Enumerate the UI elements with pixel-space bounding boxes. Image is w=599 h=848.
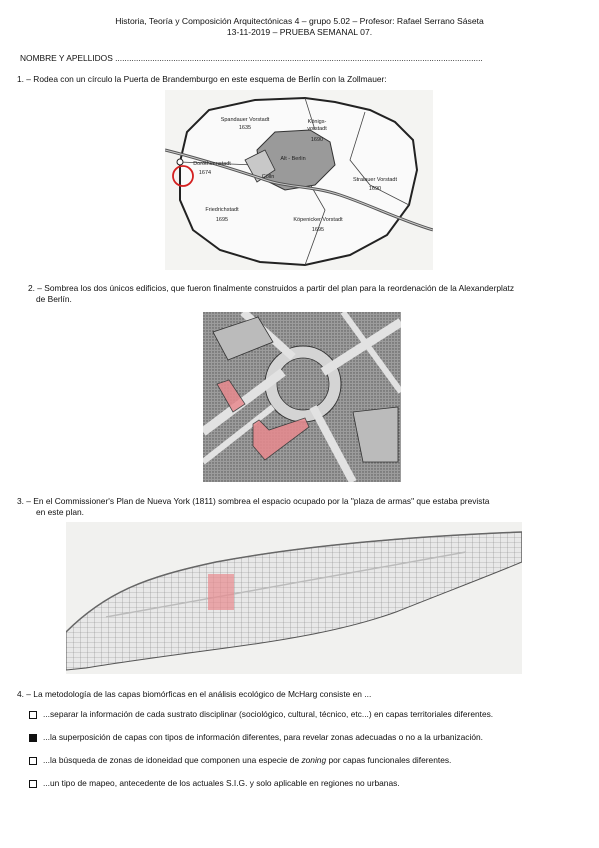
- svg-text:Alt - Berlin: Alt - Berlin: [280, 156, 306, 162]
- svg-text:1695: 1695: [215, 217, 229, 223]
- option-1-text: ...separar la información de cada sustrato disciplinar (sociológico, cultural, técnico, etc...) en capas territoriales diferentes.: [43, 709, 494, 719]
- header-date-line: 13-11-2019 – PRUEBA SEMANAL 07.: [226, 27, 373, 37]
- question-2-text-line2: de Berlín.: [36, 294, 72, 304]
- svg-text:Königs-: Königs-: [307, 119, 327, 125]
- commissioners-plan-map[interactable]: [66, 522, 522, 674]
- shaded-parade-ground: [208, 574, 234, 610]
- svg-text:1674: 1674: [198, 170, 212, 176]
- svg-text:Friedrichstadt: Friedrichstadt: [205, 207, 239, 213]
- svg-text:1690: 1690: [310, 137, 324, 143]
- svg-text:Dorotheenstadt: Dorotheenstadt: [193, 161, 231, 167]
- header-course-line: Historia, Teoría y Composición Arquitectónicas 4 – grupo 5.02 – Profesor: Rafael Serrano Sáseta: [115, 16, 484, 26]
- question-3-text-line1: 3. – En el Commissioner's Plan de Nueva York (1811) sombrea el espacio ocupado por la "plaza de armas" que estaba prevista: [17, 496, 490, 506]
- option-3-text: [43, 755, 451, 766]
- option-3-checkbox[interactable]: [29, 757, 37, 765]
- option-4-checkbox[interactable]: [29, 780, 37, 788]
- option-3-text-after: por capas funcionales diferentes.: [326, 755, 452, 765]
- question-1-text: 1. – Rodea con un círculo la Puerta de Brandemburgo en este esquema de Berlín con la Zollmauer:: [17, 74, 387, 84]
- option-4-text: ...un tipo de mapeo, antecedente de los actuales S.I.G. y solo aplicable en regiones no urbanas.: [43, 778, 400, 788]
- svg-text:1635: 1635: [238, 125, 252, 131]
- option-2-text: ...la superposición de capas con tipos de información diferentes, para revelar zonas adecuadas o no a la urbanización.: [43, 732, 483, 742]
- svg-text:vorstadt: vorstadt: [307, 126, 327, 132]
- svg-text:Stralauer Vorstadt: Stralauer Vorstadt: [352, 177, 398, 183]
- svg-text:Cölln: Cölln: [261, 174, 275, 180]
- berlin-zollmauer-map[interactable]: [165, 90, 433, 270]
- alexanderplatz-plan[interactable]: [203, 312, 401, 482]
- option-2-checkbox[interactable]: [29, 734, 37, 742]
- name-field[interactable]: NOMBRE Y APELLIDOS ..............................................................................................................................................................: [20, 53, 483, 63]
- question-3-text-line2: en este plan.: [36, 507, 84, 517]
- svg-text:Spandauer Vorstadt: Spandauer Vorstadt: [220, 117, 270, 123]
- option-3-text-italic: zoning: [301, 755, 327, 765]
- option-1-checkbox[interactable]: [29, 711, 37, 719]
- svg-text:1695: 1695: [311, 227, 325, 233]
- question-4-text: 4. – La metodología de las capas biomórficas en el análisis ecológico de McHarg consiste en ...: [17, 689, 372, 699]
- question-2-text-line1: 2. – Sombrea los dos únicos edificios, que fueron finalmente construidos a partir del plan para la reordenación de la Alexanderplatz: [28, 283, 515, 293]
- option-3-text-before: ...la búsqueda de zonas de idoneidad que componen una especie de: [43, 755, 302, 765]
- svg-text:Köpenicker Vorstadt: Köpenicker Vorstadt: [293, 217, 343, 223]
- svg-text:1690: 1690: [368, 186, 382, 192]
